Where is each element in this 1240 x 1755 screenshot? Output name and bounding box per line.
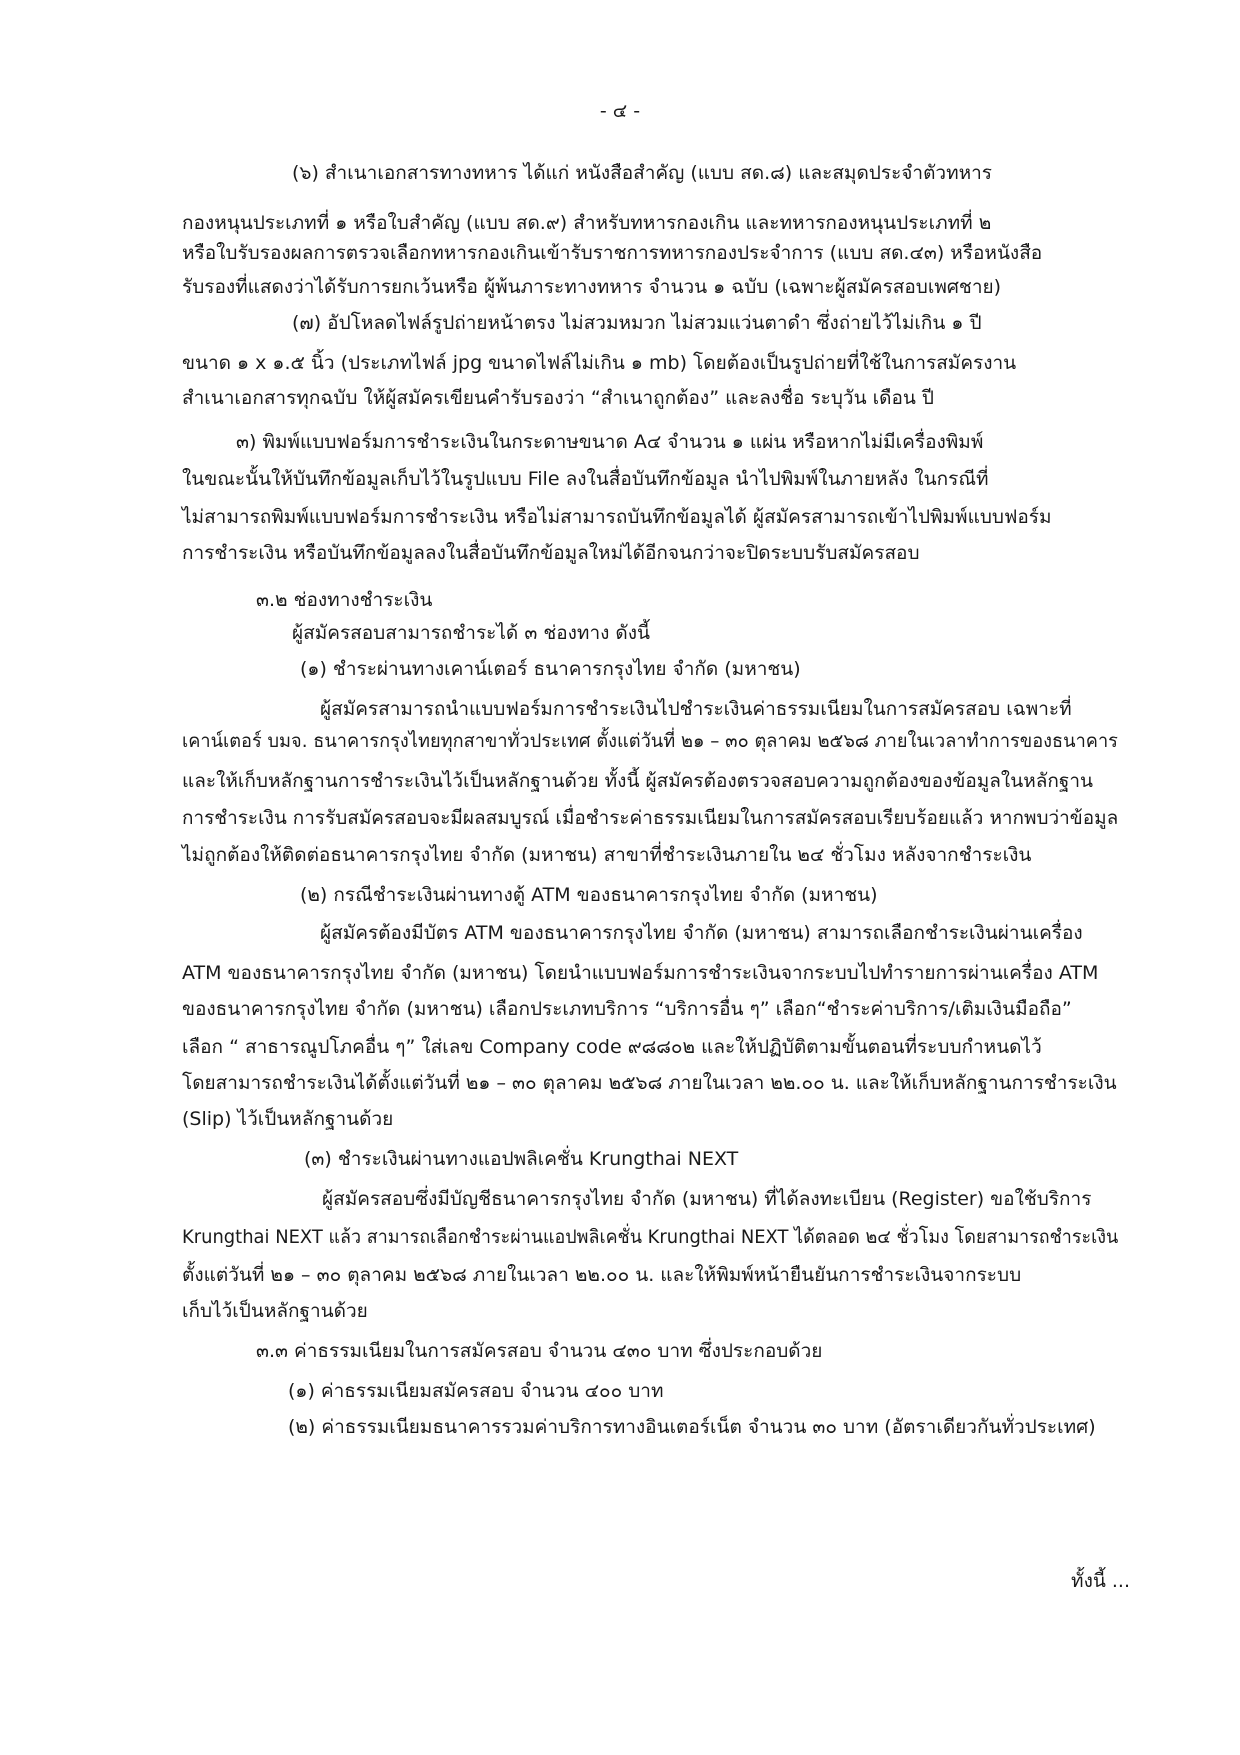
paragraph-line: ๓) พิมพ์แบบฟอร์มการชำระเงินในกระดาษขนาด A๔ จำนวน ๑ แผ่น หรือหากไม่มีเครื่องพิมพ์	[236, 431, 984, 453]
paragraph-line: เคาน์เตอร์ บมจ. ธนาคารกรุงไทยทุกสาขาทั่วประเทศ ตั้งแต่วันที่ ๒๑ – ๓๐ ตุลาคม ๒๕๖๘ ภายในเวลาทำการของธนาคาร	[182, 730, 1118, 752]
page-number: - ๔ -	[599, 100, 641, 122]
paragraph-line: (Slip) ไว้เป็นหลักฐานด้วย	[182, 1108, 394, 1130]
paragraph-line: ขนาด ๑ x ๑.๕ นิ้ว (ประเภทไฟล์ jpg ขนาดไฟล์ไม่เกิน ๑ mb) โดยต้องเป็นรูปถ่ายที่ใช้ในการสมัครงาน	[182, 352, 1017, 374]
paragraph-line: (๒) ค่าธรรมเนียมธนาคารรวมค่าบริการทางอินเตอร์เน็ต จำนวน ๓๐ บาท (อัตราเดียวกันทั่วประเทศ)	[288, 1416, 1096, 1438]
paragraph-line: กองหนุนประเภทที่ ๑ หรือใบสำคัญ (แบบ สด.๙) สำหรับทหารกองเกิน และทหารกองหนุนประเภทที่ ๒	[182, 212, 992, 234]
paragraph-line: รับรองที่แสดงว่าได้รับการยกเว้นหรือ ผู้พ้นภาระทางทหาร จำนวน ๑ ฉบับ (เฉพาะผู้สมัครสอบเพศชาย)	[182, 276, 1002, 298]
paragraph-line: และให้เก็บหลักฐานการชำระเงินไว้เป็นหลักฐานด้วย ทั้งนี้ ผู้สมัครต้องตรวจสอบความถูกต้องของข้อมูลในหลักฐาน	[182, 770, 1094, 792]
continuation-footer: ทั้งนี้ ...	[1071, 1570, 1130, 1592]
paragraph-line: ATM ของธนาคารกรุงไทย จำกัด (มหาชน) โดยนำแบบฟอร์มการชำระเงินจากระบบไปทำรายการผ่านเครื่อง ATM	[182, 962, 1099, 984]
paragraph-line: การชำระเงิน หรือบันทึกข้อมูลลงในสื่อบันทึกข้อมูลใหม่ได้อีกจนกว่าจะปิดระบบรับสมัครสอบ	[182, 542, 920, 564]
subsection-heading: (๒) กรณีชำระเงินผ่านทางตู้ ATM ของธนาคารกรุงไทย จำกัด (มหาชน)	[300, 884, 878, 906]
paragraph-line: การชำระเงิน การรับสมัครสอบจะมีผลสมบูรณ์ เมื่อชำระค่าธรรมเนียมในการสมัครสอบเรียบร้อยแล้ว หากพบว่าข้อมูล	[182, 807, 1119, 829]
subsection-heading: (๑) ชำระผ่านทางเคาน์เตอร์ ธนาคารกรุงไทย จำกัด (มหาชน)	[300, 658, 801, 680]
paragraph-line: (๑) ค่าธรรมเนียมสมัครสอบ จำนวน ๔๐๐ บาท	[288, 1380, 664, 1402]
paragraph-line: ผู้สมัครสอบซึ่งมีบัญชีธนาคารกรุงไทย จำกัด (มหาชน) ที่ได้ลงทะเบียน (Register) ขอใช้บริการ	[322, 1188, 1092, 1210]
paragraph-line: Krungthai NEXT แล้ว สามารถเลือกชำระผ่านแอปพลิเคชั่น Krungthai NEXT ได้ตลอด ๒๔ ชั่วโมง โดยสามารถชำระเงิน	[182, 1226, 1119, 1248]
paragraph-line: ในขณะนั้นให้บันทึกข้อมูลเก็บไว้ในรูปแบบ File ลงในสื่อบันทึกข้อมูล นำไปพิมพ์ในภายหลัง ในกรณีที่	[182, 468, 989, 490]
section-heading: ๓.๓ ค่าธรรมเนียมในการสมัครสอบ จำนวน ๔๓๐ บาท ซึ่งประกอบด้วย	[256, 1340, 823, 1362]
paragraph-line: (๗) อัปโหลดไฟล์รูปถ่ายหน้าตรง ไม่สวมหมวก ไม่สวมแว่นตาดำ ซึ่งถ่ายไว้ไม่เกิน ๑ ปี	[292, 312, 982, 334]
paragraph-line: (๖) สำเนาเอกสารทางทหาร ได้แก่ หนังสือสำคัญ (แบบ สด.๘) และสมุดประจำตัวทหาร	[292, 162, 993, 184]
paragraph-line: โดยสามารถชำระเงินได้ตั้งแต่วันที่ ๒๑ – ๓๐ ตุลาคม ๒๕๖๘ ภายในเวลา ๒๒.๐๐ น. และให้เก็บหลักฐานการชำระเงิน	[182, 1072, 1117, 1094]
subsection-heading: (๓) ชำระเงินผ่านทางแอปพลิเคชั่น Krungthai NEXT	[304, 1148, 739, 1170]
paragraph-line: ไม่สามารถพิมพ์แบบฟอร์มการชำระเงิน หรือไม่สามารถบันทึกข้อมูลได้ ผู้สมัครสามารถเข้าไปพิมพ์แบบฟอร์ม	[182, 506, 1052, 528]
section-heading: ๓.๒ ช่องทางชำระเงิน	[256, 589, 433, 611]
paragraph-line: ผู้สมัครต้องมีบัตร ATM ของธนาคารกรุงไทย จำกัด (มหาชน) สามารถเลือกชำระเงินผ่านเครื่อง	[320, 922, 1083, 944]
paragraph-line: เก็บไว้เป็นหลักฐานด้วย	[182, 1300, 368, 1322]
paragraph-line: ผู้สมัครสอบสามารถชำระได้ ๓ ช่องทาง ดังนี้	[292, 622, 651, 644]
paragraph-line: สำเนาเอกสารทุกฉบับ ให้ผู้สมัครเขียนคำรับรองว่า “สำเนาถูกต้อง” และลงชื่อ ระบุวัน เดือน ปี	[182, 387, 934, 409]
paragraph-line: หรือใบรับรองผลการตรวจเลือกทหารกองเกินเข้ารับราชการทหารกองประจำการ (แบบ สด.๔๓) หรือหนังสือ	[182, 242, 1043, 264]
paragraph-line: ของธนาคารกรุงไทย จำกัด (มหาชน) เลือกประเภทบริการ “บริการอื่น ๆ” เลือก“ชำระค่าบริการ/เติมเงินมือถือ”	[182, 998, 1072, 1020]
paragraph-line: ตั้งแต่วันที่ ๒๑ – ๓๐ ตุลาคม ๒๕๖๘ ภายในเวลา ๒๒.๐๐ น. และให้พิมพ์หน้ายืนยันการชำระเงินจากระบบ	[182, 1264, 1022, 1286]
paragraph-line: ผู้สมัครสามารถนำแบบฟอร์มการชำระเงินไปชำระเงินค่าธรรมเนียมในการสมัครสอบ เฉพาะที่	[320, 698, 1072, 720]
paragraph-line: ไม่ถูกต้องให้ติดต่อธนาคารกรุงไทย จำกัด (มหาชน) สาขาที่ชำระเงินภายใน ๒๔ ชั่วโมง หลังจากชำระเงิน	[182, 844, 1032, 866]
paragraph-line: เลือก “ สาธารณูปโภคอื่น ๆ” ใส่เลข Company code ๙๘๘๐๒ และให้ปฏิบัติตามขั้นตอนที่ระบบกำหนดไว้	[182, 1036, 1042, 1058]
